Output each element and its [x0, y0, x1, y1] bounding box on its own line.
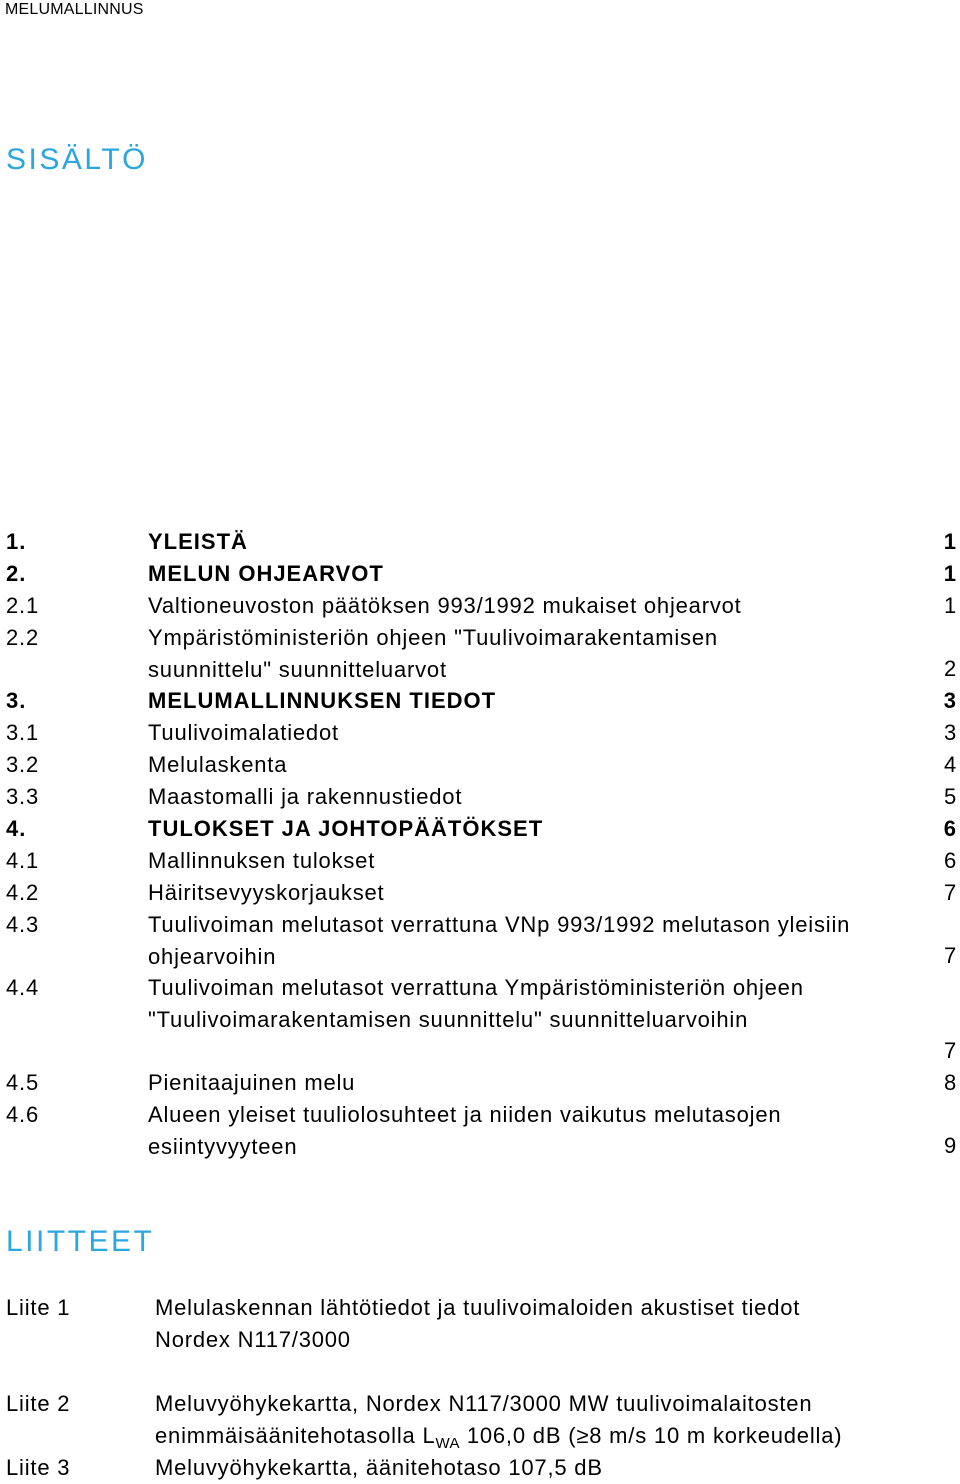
appendix-description — [155, 1388, 955, 1455]
toc-page: 1 — [943, 593, 957, 618]
toc-entry[interactable] — [0, 845, 960, 877]
appendix-label: Liite 1 — [6, 1295, 71, 1320]
table-of-contents — [0, 526, 960, 1162]
appendix-text: 8 m/s 10 m korkeudella) — [589, 1423, 843, 1448]
toc-page: 7 — [943, 943, 957, 968]
toc-entry[interactable] — [0, 558, 960, 590]
toc-page: 8 — [943, 1070, 957, 1095]
toc-entry[interactable] — [0, 526, 960, 558]
appendix-line — [155, 1420, 955, 1455]
toc-number: 3. — [6, 688, 27, 713]
toc-title: MELUN OHJEARVOT — [148, 561, 384, 586]
toc-title: Tuulivoiman melutasot verrattuna VNp 993/1992 melutason yleisiin ohjearvoihin — [148, 912, 851, 969]
toc-number: 4.2 — [6, 880, 39, 905]
appendix-text: enimmäisäänitehotasolla L — [155, 1423, 436, 1448]
toc-page: 6 — [943, 848, 957, 873]
appendix-line: Melulaskennan lähtötiedot ja tuulivoimaloiden akustiset tiedot — [155, 1295, 801, 1320]
toc-number: 2. — [6, 561, 27, 586]
toc-page: 1 — [943, 561, 957, 586]
appendix-line: Meluvyöhykekartta, Nordex N117/3000 MW tuulivoimalaitosten — [155, 1391, 813, 1416]
toc-number: 4.4 — [6, 975, 39, 1000]
toc-page: 6 — [943, 816, 957, 841]
toc-title: YLEISTÄ — [148, 529, 248, 554]
toc-page: 2 — [943, 656, 957, 681]
toc-page: 7 — [943, 880, 957, 905]
appendix-text: 106,0 dB ( — [459, 1423, 577, 1448]
toc-page: 5 — [943, 784, 957, 809]
toc-number: 4.6 — [6, 1102, 39, 1127]
toc-page: 7 — [943, 1038, 957, 1063]
toc-title: Pienitaajuinen melu — [148, 1070, 356, 1095]
toc-title: Alueen yleiset tuuliolosuhteet ja niiden vaikutus melutasojen esiintyvyyteen — [148, 1102, 782, 1159]
appendix-label: Liite 2 — [6, 1391, 71, 1416]
toc-title: Maastomalli ja rakennustiedot — [148, 784, 463, 809]
subscript: WA — [435, 1435, 460, 1452]
toc-title: MELUMALLINNUKSEN TIEDOT — [148, 688, 497, 713]
appendix-description — [155, 1452, 955, 1484]
appendix-line: Meluvyöhykekartta, äänitehotaso 107,5 dB — [155, 1455, 603, 1480]
toc-entry[interactable] — [0, 590, 960, 622]
toc-page: 3 — [943, 688, 957, 713]
toc-number: 3.3 — [6, 784, 39, 809]
toc-entry[interactable] — [0, 877, 960, 909]
toc-number: 4. — [6, 816, 27, 841]
toc-number: 2.2 — [6, 625, 39, 650]
toc-entry[interactable] — [0, 781, 960, 813]
toc-entry[interactable] — [0, 622, 960, 685]
appendix-description — [155, 1292, 955, 1356]
toc-title: Tuulivoiman melutasot verrattuna Ympäristöministeriön ohjeen "Tuulivoimarakentamisen suunnittelu" suunnitteluarvoihin — [148, 975, 804, 1032]
toc-number: 3.2 — [6, 752, 39, 777]
toc-entry[interactable] — [0, 1067, 960, 1099]
toc-title: Tuulivoimalatiedot — [148, 720, 339, 745]
toc-page: 1 — [943, 529, 957, 554]
running-header: MELUMALLINNUS — [5, 1, 144, 18]
toc-title: Valtioneuvoston päätöksen 993/1992 mukaiset ohjearvot — [148, 593, 742, 618]
toc-entry[interactable] — [0, 717, 960, 749]
toc-title: Ympäristöministeriön ohjeen "Tuulivoimarakentamisen suunnittelu" suunnitteluarvot — [148, 625, 718, 682]
greater-equal-symbol: ≥ — [576, 1423, 590, 1448]
toc-number: 3.1 — [6, 720, 39, 745]
appendix-line: Nordex N117/3000 — [155, 1327, 351, 1352]
appendix-label: Liite 3 — [6, 1455, 71, 1480]
toc-number: 2.1 — [6, 593, 39, 618]
toc-title: Melulaskenta — [148, 752, 288, 777]
toc-title: TULOKSET JA JOHTOPÄÄTÖKSET — [148, 816, 544, 841]
toc-entry[interactable] — [0, 972, 960, 1067]
toc-title: Häiritsevyyskorjaukset — [148, 880, 385, 905]
toc-entry[interactable] — [0, 685, 960, 717]
toc-heading: SISÄLTÖ — [6, 143, 148, 176]
appendix-heading: LIITTEET — [6, 1225, 155, 1258]
toc-number: 4.3 — [6, 912, 39, 937]
toc-number: 4.5 — [6, 1070, 39, 1095]
toc-page: 4 — [943, 752, 957, 777]
toc-entry[interactable] — [0, 1099, 960, 1162]
toc-title: Mallinnuksen tulokset — [148, 848, 376, 873]
toc-number: 4.1 — [6, 848, 39, 873]
toc-entry[interactable] — [0, 909, 960, 972]
toc-entry[interactable] — [0, 813, 960, 845]
toc-entry[interactable] — [0, 749, 960, 781]
toc-page: 9 — [943, 1133, 957, 1158]
toc-page: 3 — [943, 720, 957, 745]
toc-number: 1. — [6, 529, 27, 554]
